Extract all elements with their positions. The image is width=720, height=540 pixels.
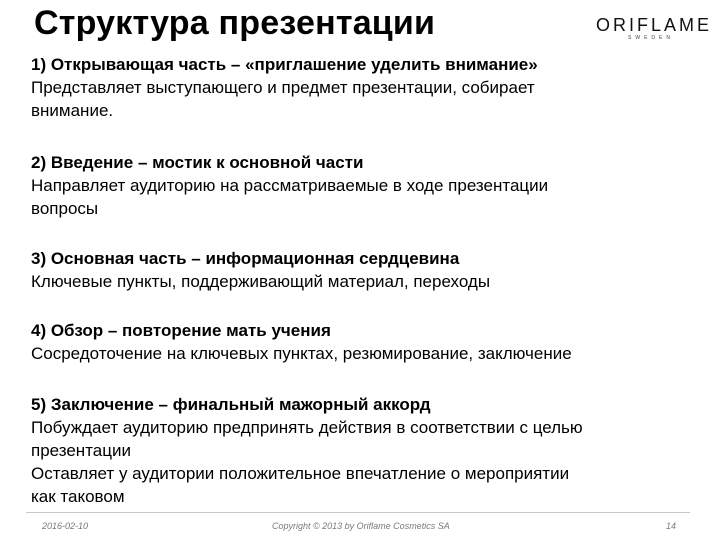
footer-page-number: 14 — [666, 521, 677, 531]
section-main-part — [31, 248, 490, 293]
section-heading: 2) Введение – мостик к основной части — [31, 153, 364, 172]
section-text: как таковом — [31, 487, 125, 506]
footer-date: 2016-02-10 — [42, 521, 89, 531]
section-review — [31, 320, 572, 365]
section-text: Побуждает аудиторию предпринять действия в соответствии с целью — [31, 418, 583, 437]
section-text: презентации — [31, 441, 131, 460]
section-text: Представляет выступающего и предмет презентации, собирает — [31, 78, 535, 97]
section-text: Направляет аудиторию на рассматриваемые в ходе презентации — [31, 176, 549, 195]
section-text: Сосредоточение на ключевых пунктах, резюмирование, заключение — [31, 344, 572, 363]
footer-divider — [26, 512, 690, 513]
footer-copyright: Copyright © 2013 by Oriflame Cosmetics SA — [272, 521, 450, 531]
logo-subtitle: SWEDEN — [628, 35, 674, 41]
slide-title: Структура презентации — [34, 4, 436, 42]
section-introduction — [31, 152, 548, 220]
section-heading: 5) Заключение – финальный мажорный аккорд — [31, 395, 431, 414]
section-text: вопросы — [31, 199, 99, 218]
section-text: внимание. — [31, 101, 114, 120]
section-opening — [31, 54, 538, 122]
section-conclusion — [31, 394, 583, 508]
section-text: Оставляет у аудитории положительное впечатление о мероприятии — [31, 464, 570, 483]
section-heading: 4) Обзор – повторение мать учения — [31, 321, 331, 340]
section-heading: 3) Основная часть – информационная сердцевина — [31, 249, 460, 268]
oriflame-logo — [596, 15, 713, 41]
section-heading: 1) Открывающая часть – «приглашение уделить внимание» — [31, 55, 538, 74]
section-text: Ключевые пункты, поддерживающий материал, переходы — [31, 272, 491, 291]
logo-brand: ORIFLAME — [596, 15, 713, 35]
